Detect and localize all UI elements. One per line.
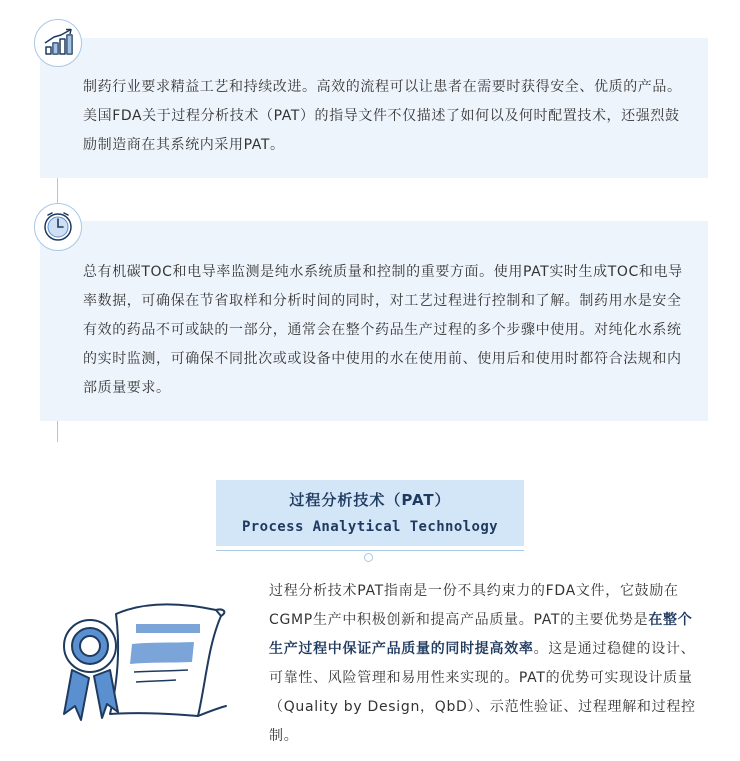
divider-knot-icon bbox=[364, 553, 373, 562]
pat-body-after: 。这是通过稳健的设计、可靠性、风险管理和易用性来实现的。PAT的优势可实现设计质量（Quality by Design，QbD）、示范性验证、过程理解和过程控制。 bbox=[269, 641, 696, 744]
pat-description bbox=[269, 577, 702, 751]
certificate-ribbon-icon bbox=[58, 596, 232, 728]
pat-body-highlight: 在整个生产过程中保证产品质量的同时提高效率 bbox=[269, 612, 693, 657]
timeline-card-fda-guidance bbox=[40, 38, 708, 178]
bar-chart-growth-icon bbox=[34, 19, 82, 67]
timeline-card-toc-monitoring bbox=[40, 221, 708, 421]
pat-subtitle: Process Analytical Technology bbox=[241, 519, 499, 535]
timeline-card-text: 总有机碳TOC和电导率监测是纯水系统质量和控制的重要方面。使用PAT实时生成TOC和电导率数据，可确保在节省取样和分析时间的同时，对工艺过程进行控制和了解。制药用水是安全有效的药品不可或缺的一部分，通常会在整个药品生产过程的多个步骤中使用。对纯化水系统的实时监测，可确保不同批次或或设备中使用的水在使用前、使用后和使用时都符合法规和内部质量要求。 bbox=[83, 264, 683, 396]
pat-header-divider bbox=[216, 550, 524, 551]
pat-section-header bbox=[216, 480, 524, 546]
pat-title: 过程分析技术（PAT） bbox=[289, 491, 451, 509]
pat-body-before: 过程分析技术PAT指南是一份不具约束力的FDA文件，它鼓励在CGMP生产中积极创新和提高产品质量。PAT的主要优势是 bbox=[269, 583, 679, 628]
clock-icon bbox=[34, 203, 82, 251]
timeline-card-text: 制药行业要求精益工艺和持续改进。高效的流程可以让患者在需要时获得安全、优质的产品。美国FDA关于过程分析技术（PAT）的指导文件不仅描述了如何以及何时配置技术，还强烈鼓励制造商在其系统内采用PAT。 bbox=[83, 79, 682, 153]
